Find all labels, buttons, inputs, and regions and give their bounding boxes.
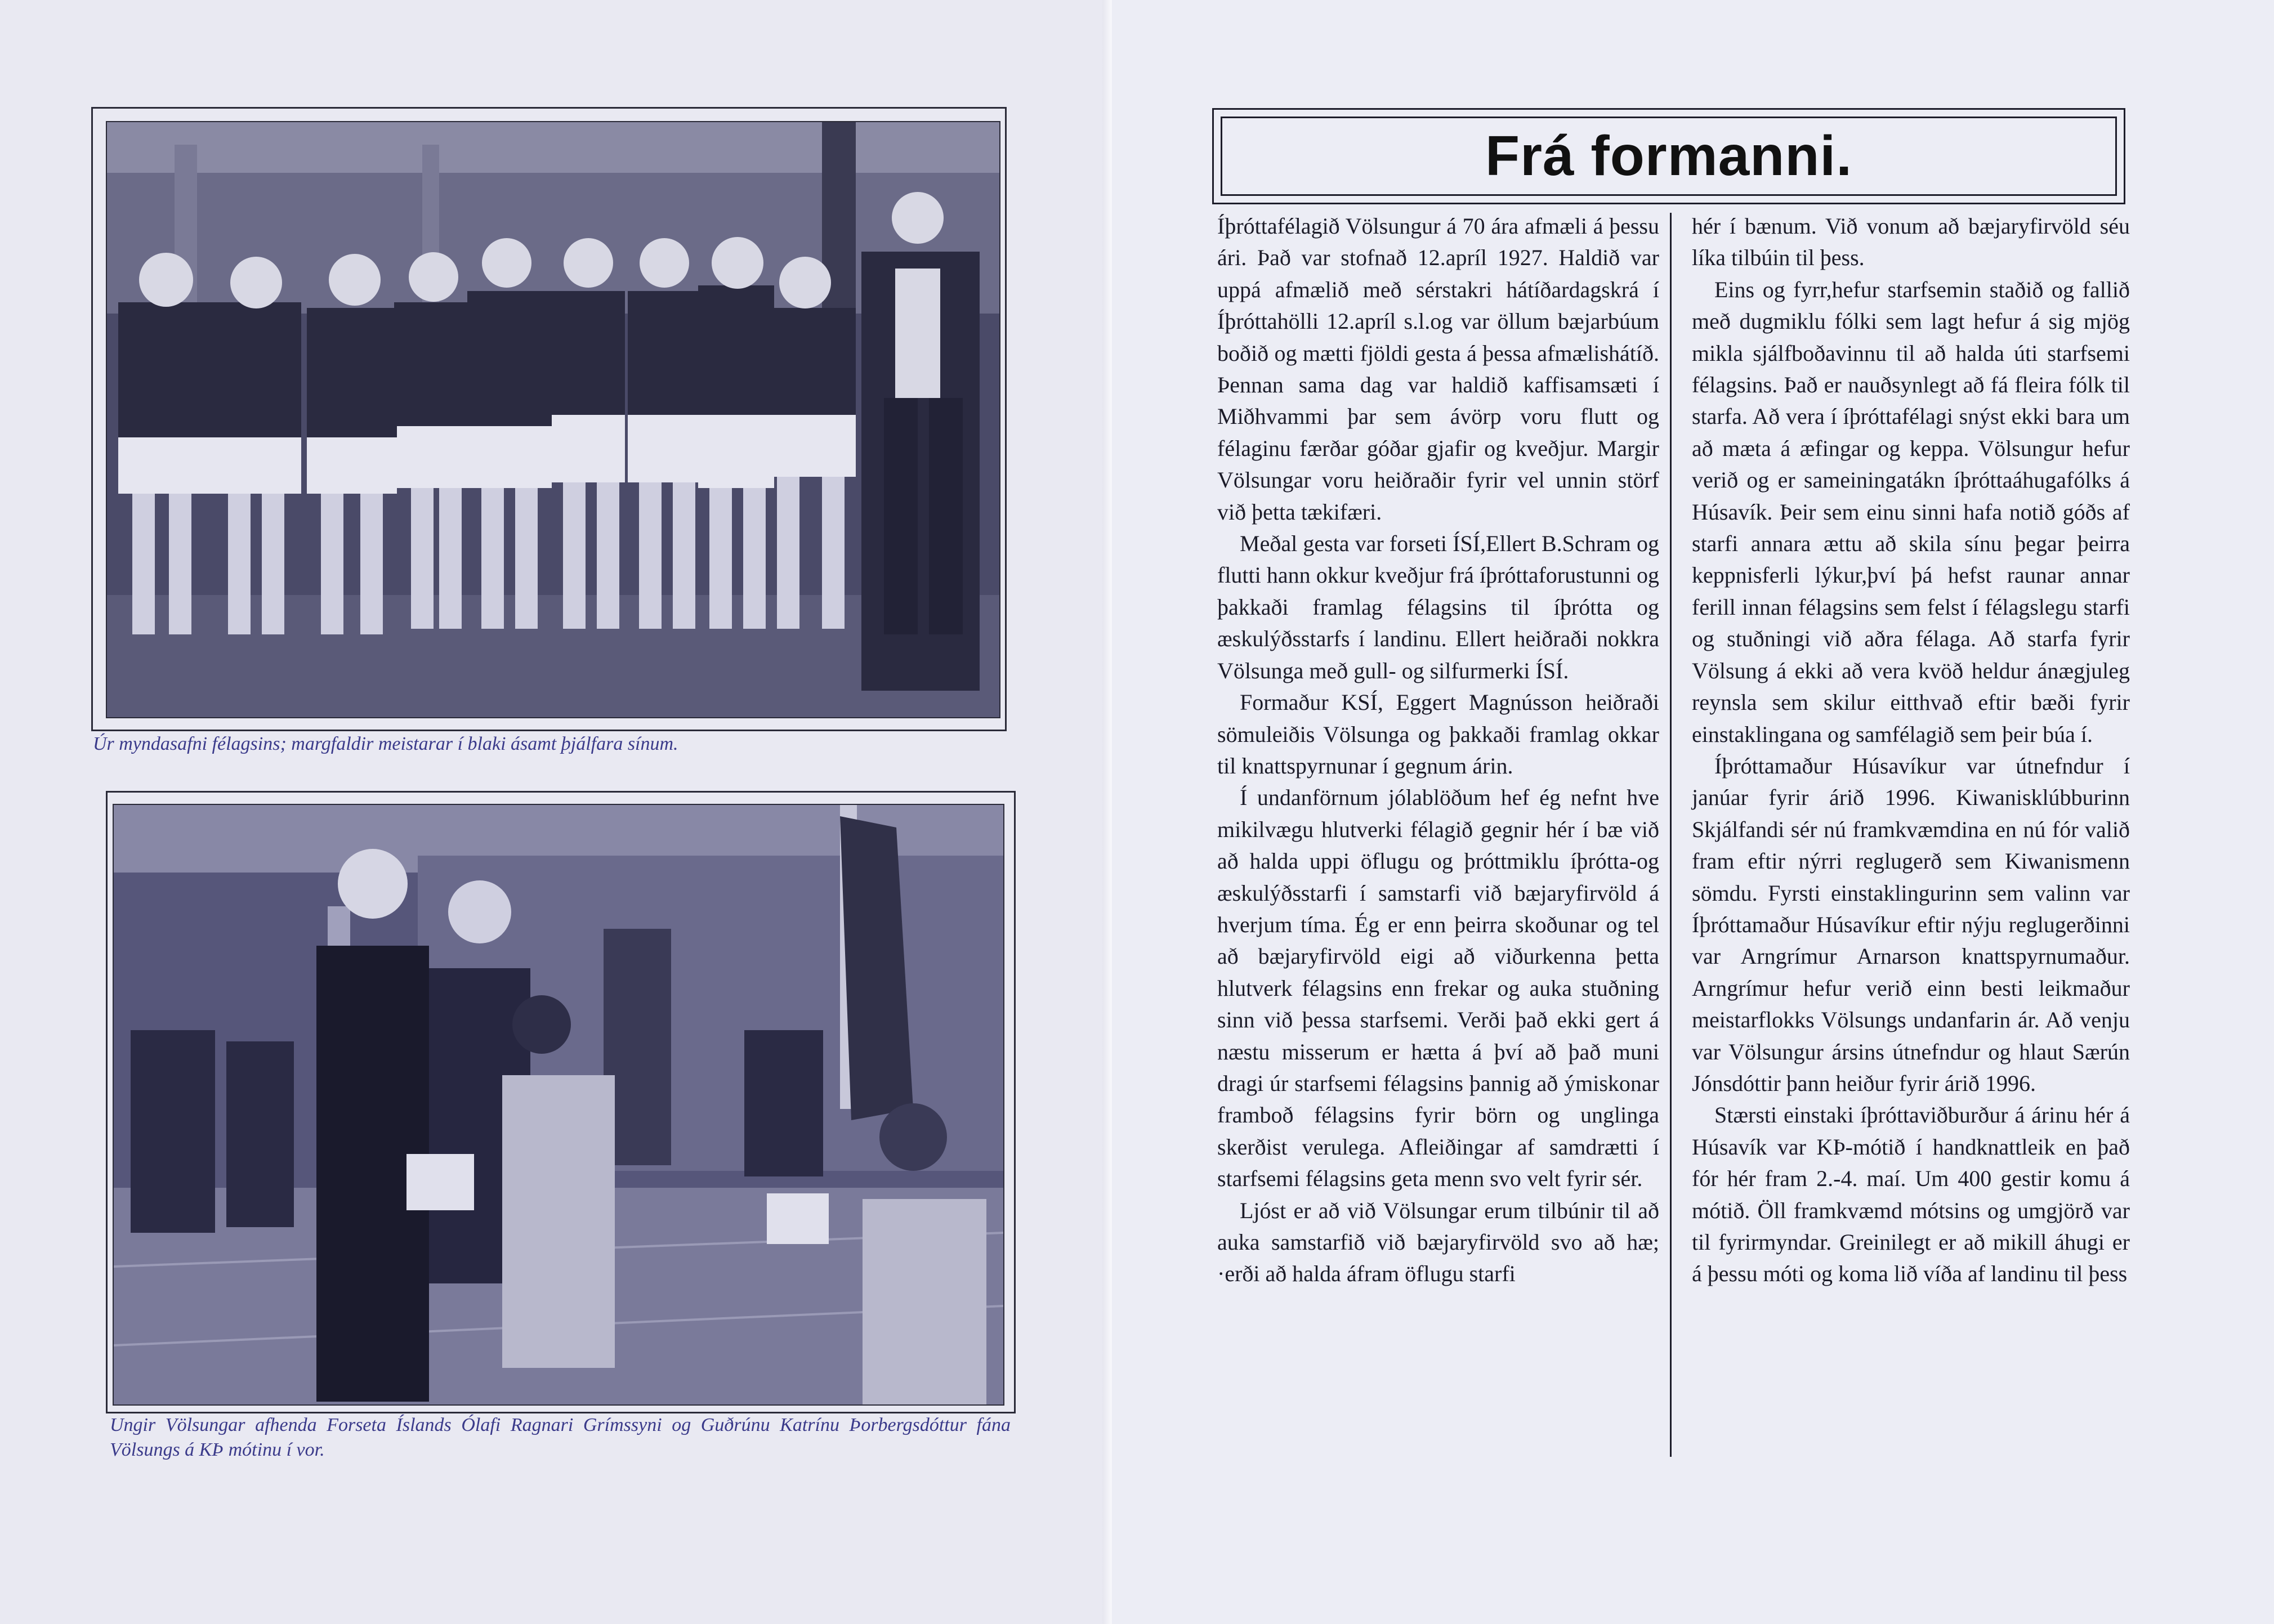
left-page: [0, 0, 1112, 1624]
paragraph: Íþróttamaður Húsavíkur var útnefndur í janúar fyrir árið 1996. Kiwanisklúbburinn Skjálfandi sér nú framkvæmdina en nú fór valið fram eftir nýrri reglugerð sem Kiwanismenn sömdu. Fyrsti einstaklingurinn sem valinn var Íþróttamaður Húsavíkur eftir nýju reglugerðinni var Arngrímur Arnarson knattspyrnumaður. Arngrímur hefur verið einn besti leikmaður meistarflokks Völsungs undanfarin ár. Að venju var Völsungur ársins útnefndur og hlaut Særún Jónsdóttir þann heiður fyrir árið 1996.: [1692, 753, 2130, 1096]
team-photo-icon: [107, 122, 999, 717]
photo-caption-ceremony: Ungir Völsungar afhenda Forseta Íslands Ólafi Ragnari Grímssyni og Guðrúnu Katrínu Þorbergsdóttur fána Völsungs á KÞ mótinu í vor.: [110, 1415, 1011, 1460]
paragraph: hér í bænum. Við vonum að bæjaryfirvöld séu líka tilbúin til þess.: [1692, 213, 2130, 271]
article-column-right: [1692, 211, 2130, 1290]
article-title-inner-box: [1221, 117, 2117, 196]
team-photo: [106, 121, 1000, 718]
paragraph: Í undanförnum jólablöðum hef ég nefnt hve mikilvægu hlutverki félagið gegnir hér í bæ við að halda uppi öflugu og þróttmiklu íþrótta-og æskulýðsstarfi í samstarfi við bæjaryfirvöld á hverjum tíma. Ég er enn þeirra skoðunar og tel að bæjaryfirvöld eigi að viðurkenna þetta hlutverk félagsins enn frekar og auka stuðning sinn við þessa starfsemi. Verði það ekki gert á næstu misserum er hætta á því að það muni dragi úr starfsemi félagsins þannig að ýmiskonar framboð félagsins fyrir börn og unglinga skerðist verulega. Afleiðingar af samdrætti í starfsemi félagsins geta menn svo velt fyrir sér.: [1217, 785, 1659, 1192]
paragraph: Stærsti einstaki íþróttaviðburður á árinu hér á Húsavík var KÞ-mótið í handknattleik en það fór hér fram 2.-4. maí. Um 400 gestir komu á mótið. Öll framkvæmd mótsins og umgjörð var til fyrirmyndar. Greinilegt er að mikill áhugi er á þessu móti og koma lið víða af landinu til þess: [1692, 1102, 2130, 1287]
column-divider: [1670, 213, 1672, 1457]
paragraph: Íþróttafélagið Völsungur á 70 ára afmæli á þessu ári. Það var stofnað 12.apríl 1927. Haldið var uppá afmælið með sérstakri hátíðardagskrá í Íþróttahölli 12.apríl s.l.og var öllum bæjarbúum boðið og mætti fjöldi gesta á þessa afmælishátíð. Þennan sama dag var haldið kaffisamsæti í Miðhvammi þar sem ávörp voru flutt og félaginu færðar góðar gjafir og kveðjur. Margir Völsungar voru heiðraðir fyrir vel unnin störf við þetta tækifæri.: [1217, 213, 1659, 525]
photo-caption-team: Úr myndasafni félagsins; margfaldir meistarar í blaki ásamt þjálfara sínum.: [93, 733, 678, 754]
paragraph: Meðal gesta var forseti ÍSÍ,Ellert B.Schram og flutti hann okkur kveðjur frá íþróttaforustunni og þakkaði framlag félagsins til íþrótta og æskulýðsstarfs í landinu. Ellert heiðraði nokkra Völsunga með gull- og silfurmerki ÍSÍ.: [1217, 531, 1659, 683]
article-column-left: [1217, 211, 1659, 1290]
paragraph: Eins og fyrr,hefur starfsemin staðið og fallið með dugmiklu fólki sem lagt hefur á sig mjög mikla sjálfboðavinnu til að halda úti starfsemi félagsins. Það er nauðsynlegt að fá fleira fólk til starfa. Að vera í íþróttafélagi snýst ekki bara um að mæta á æfingar og keppa. Völsungur hefur verið og er sameiningatákn íþróttaáhugafólks á Húsavík. Þeir sem einu sinni hafa notið góðs af starfi annara ættu að skila sínu þegar þeirra keppnisferli lýkur,því þá hefst raunar annar ferill innan félagsins sem felst í félagslegu starfi og stuðningi við aðra félaga. Að starfa fyrir Völsung á ekki að vera kvöð heldur ánægjuleg reynsla sem skilur eitthvað eftir bæði fyrir einstaklingana og samfélagið sem þeir búa í.: [1692, 276, 2130, 747]
article-title: Frá formanni.: [1485, 124, 1852, 187]
ceremony-photo: [113, 804, 1004, 1406]
paragraph: Ljóst er að við Völsungar erum tilbúnir til að auka samstarfið við bæjaryfirvöld svo að hæ; ·erði að halda áfram öflugu starfi: [1217, 1197, 1659, 1287]
article-title-box: [1212, 108, 2125, 204]
flag-ceremony-photo-icon: [114, 805, 1003, 1404]
paragraph: Formaður KSÍ, Eggert Magnússon heiðraði sömuleiðis Völsunga og þakkaði framlag okkar til knattspyrnunar í gegnum árin.: [1217, 690, 1659, 779]
